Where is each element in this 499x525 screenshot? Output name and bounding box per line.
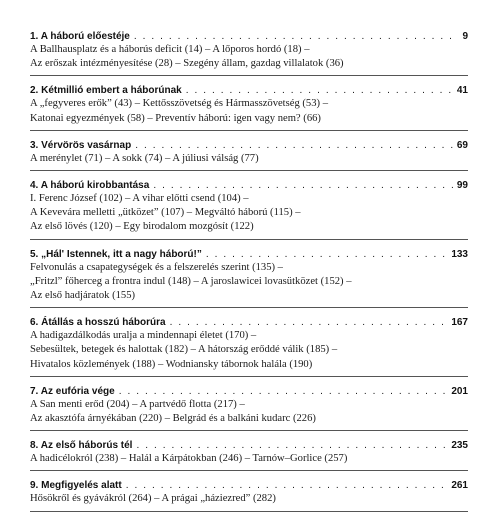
subsection-line: A hadicélokról (238) – Halál a Kárpátokban (246) – Tarnów–Gorlice (257) [30, 453, 348, 465]
chapter-title [30, 439, 132, 452]
toc-chapter [30, 316, 468, 377]
dot-leader [134, 30, 459, 43]
chapter-title-text: Kétmillió embert a háborúnak [41, 85, 182, 97]
page-number: 69 [456, 139, 468, 151]
chapter-heading[interactable] [30, 139, 468, 152]
page-number: 41 [456, 85, 468, 97]
toc-chapter [30, 385, 468, 431]
chapter-number: 2. [30, 85, 39, 97]
subsection-line: Az akasztófa árnyékában (220) – Belgrád és a balkáni kudarc (226) [30, 413, 316, 425]
chapter-title [30, 248, 202, 261]
page-number: 9 [462, 31, 468, 42]
dot-leader [119, 385, 448, 398]
page-number: 261 [451, 480, 468, 492]
page-number: 133 [451, 248, 468, 260]
table-of-contents [30, 30, 468, 512]
chapter-heading[interactable] [30, 179, 468, 192]
chapter-number: 1. [30, 31, 39, 42]
subsection-line: Az első hadjáratok (155) [30, 290, 136, 302]
subsection-line: „Fritzl” főherceg a frontra indul (148) – A jaroslawicei lovasütközet (152) – [30, 275, 352, 287]
toc-chapter [30, 84, 468, 130]
subsection-line: A „fegyveres erők” (43) – Kettősszövetség és Hármasszövetség (53) – [30, 98, 328, 110]
subsection-line: A Kevevára melletti „ütközet” (107) – Megváltó háború (115) – [30, 207, 301, 219]
toc-chapter [30, 30, 468, 76]
subsection-line: Az erőszak intézményesítése (28) – Szegény állam, gazdag villalatok (36) [30, 58, 344, 70]
chapter-number: 6. [30, 317, 39, 329]
dot-leader [206, 248, 447, 261]
toc-chapter [30, 479, 468, 511]
chapter-title-text: Átállás a hosszú háborúra [41, 317, 166, 329]
dot-leader [126, 479, 448, 492]
chapter-heading[interactable] [30, 479, 468, 492]
chapter-number: 5. [30, 248, 39, 260]
chapter-heading[interactable] [30, 385, 468, 398]
subsection-line: Felvonulás a csapategységek és a felszerelés szerint (135) – [30, 261, 283, 273]
subsection-line: Hősökről és gyávákról (264) – A prágai „háziezred” (282) [30, 493, 276, 505]
chapter-title-text: „Hál' Istennek, itt a nagy háború!” [41, 248, 202, 260]
toc-chapter [30, 439, 468, 471]
subsection-line: Sebesültek, betegek és halottak (182) – A hátország erőddé válik (185) – [30, 344, 338, 356]
chapter-title-text: Az első háborús tél [40, 440, 133, 452]
chapter-title-text: Az eufória vége [40, 385, 115, 397]
chapter-heading[interactable] [30, 439, 468, 452]
dot-leader [186, 84, 453, 97]
chapter-title [30, 84, 182, 97]
chapter-heading[interactable] [30, 30, 468, 43]
chapter-title-text: A háború előestéje [40, 31, 130, 42]
page-number: 99 [456, 180, 468, 192]
chapter-title [30, 316, 166, 329]
subsection-line: A Ballhausplatz és a háborús deficit (14) – A lőporos hordó (18) – [30, 44, 310, 55]
subsection-line: A hadigazdálkodás uralja a mindennapi életet (170) – [30, 330, 257, 342]
page-number: 201 [451, 385, 468, 397]
chapter-number: 3. [30, 139, 39, 151]
dot-leader [153, 179, 453, 192]
subsection-line: A merénylet (71) – A sokk (74) – A júliusi válság (77) [30, 152, 259, 164]
chapter-number: 8. [30, 440, 39, 452]
chapter-heading[interactable] [30, 316, 468, 329]
chapter-title [30, 385, 115, 398]
dot-leader [135, 139, 453, 152]
chapter-heading[interactable] [30, 84, 468, 97]
toc-chapter [30, 179, 468, 240]
subsection-line: Katonai egyezmények (58) – Preventív háború: igen vagy nem? (66) [30, 112, 321, 124]
page-number: 235 [451, 440, 468, 452]
dot-leader [170, 316, 448, 329]
subsection-line: I. Ferenc József (102) – A vihar előtti csend (104) – [30, 193, 249, 205]
chapter-number: 7. [30, 385, 39, 397]
chapter-title-text: A háború kirobbantása [40, 180, 150, 192]
subsection-line: A San menti erőd (204) – A partvédő flotta (217) – [30, 398, 245, 410]
chapter-title [30, 30, 130, 43]
toc-chapter [30, 248, 468, 309]
chapter-number: 9. [30, 480, 39, 492]
chapter-title [30, 479, 122, 492]
subsection-line: Az első lövés (120) – Egy birodalom mozgósít (122) [30, 221, 254, 233]
chapter-title [30, 179, 149, 192]
subsection-line: Hivatalos közlemények (188) – Wodniansky tábornok halála (190) [30, 358, 313, 370]
toc-chapter [30, 139, 468, 171]
chapter-heading[interactable] [30, 248, 468, 261]
chapter-title [30, 139, 131, 152]
chapter-title-text: Megfigyelés alatt [41, 480, 122, 492]
page-number: 167 [451, 317, 468, 329]
dot-leader [136, 439, 447, 452]
chapter-number: 4. [30, 180, 39, 192]
chapter-title-text: Vérvörös vasárnap [41, 139, 132, 151]
